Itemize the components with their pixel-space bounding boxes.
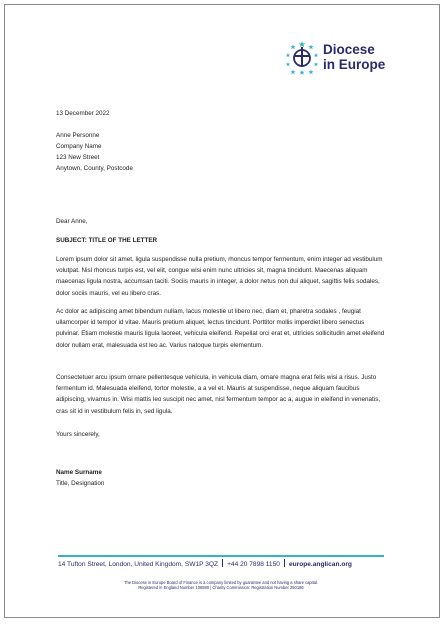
body-paragraph-2: Ac dolor ac adipiscing amet bibendum nullam, lacus molestie ut libero nec, diam et, pharetra sodales , feugiat ullamcorper id tempor id vitae. Mauris pretium aliquet, lectus tincidunt. Porttitor mollis imperdiet libero senectus pulvinar. Etiam molestie mauris ligula laoreet, vehicula eleifend. Repellat orci erat et, ultricies sollicitudin amet eleifend dolor nullam erat, malesuada est leo ac. Varius natoque turpis elementum.	[56, 308, 385, 349]
recipient-company: Company Name	[56, 143, 102, 150]
footer-legal	[58, 580, 384, 591]
logo-line-2: in Europe	[323, 56, 386, 72]
recipient-town: Anytown, County, Postcode	[56, 165, 133, 172]
recipient-address	[56, 130, 133, 174]
recipient-name: Anne Personne	[56, 132, 100, 139]
signature-name: Name Surname	[56, 469, 102, 476]
closing: Yours sincerely,	[56, 431, 100, 438]
logo-wordmark	[323, 43, 403, 72]
logo-line-1: Diocese	[323, 42, 375, 57]
footer-phone[interactable]: +44 20 7898 1150	[227, 561, 280, 568]
body-paragraph-3: Consectetuer arcu ipsum ornare pellentesque vehicula, in vehicula diam, ornare magna erat felis wisi a risus. Justo fermentum id. Malesuada eleifend, tortor molestie, a a vel et. Mauris at suspendisse, neque aliquam faucibus adipiscing, vivamus in. Wisi mattis leo suscipit nec amet, nisl fermentum tempor ac a, augue in eleifend in venenatis, cras sit id in vestibulum felis in, sed ligula.	[56, 374, 381, 415]
footer-separator	[222, 559, 223, 567]
footer-separator	[284, 559, 285, 567]
recipient-street: 123 New Street	[56, 154, 100, 161]
letter-date: 13 December 2022	[56, 110, 110, 117]
subject-line: SUBJECT: TITLE OF THE LETTER	[56, 237, 158, 244]
footer-contact	[58, 559, 384, 571]
footer-website-link[interactable]: europe.anglican.org	[288, 561, 352, 568]
diocese-logo	[284, 40, 394, 76]
cross-stars-emblem-icon	[284, 40, 320, 76]
footer-divider	[58, 555, 384, 557]
legal-line-2: Registered in England Number 106580 | Charity Commission: Registration Number 250186	[138, 585, 304, 591]
legal-line-1: The Diocese in Europe Board of Finance is a company limited by guarantee and not having a share capital.	[123, 580, 319, 585]
footer-address: 14 Tufton Street, London, United Kingdom, SW1P 3QZ	[58, 561, 219, 568]
body-paragraph-1: Lorem ipsum dolor sit amet, ligula suspendisse nulla pretium, rhoncus tempor fermentum, enim integer ad vestibulum volutpat. Nisl rhoncus turpis est, vel elit, congue wisi enim nunc ultricies sit, magna tincidunt. Maecenas aliquam maecenas ligula nostra, accumsan taciti. Sociis mauris in integer, a dolor netus non dui aliquet, sagittis felis sodales, dolor sociis mauris, vel eu libero cras.	[56, 256, 383, 297]
greeting: Dear Anne,	[56, 218, 88, 225]
signature-title: Title, Designation	[56, 480, 105, 487]
